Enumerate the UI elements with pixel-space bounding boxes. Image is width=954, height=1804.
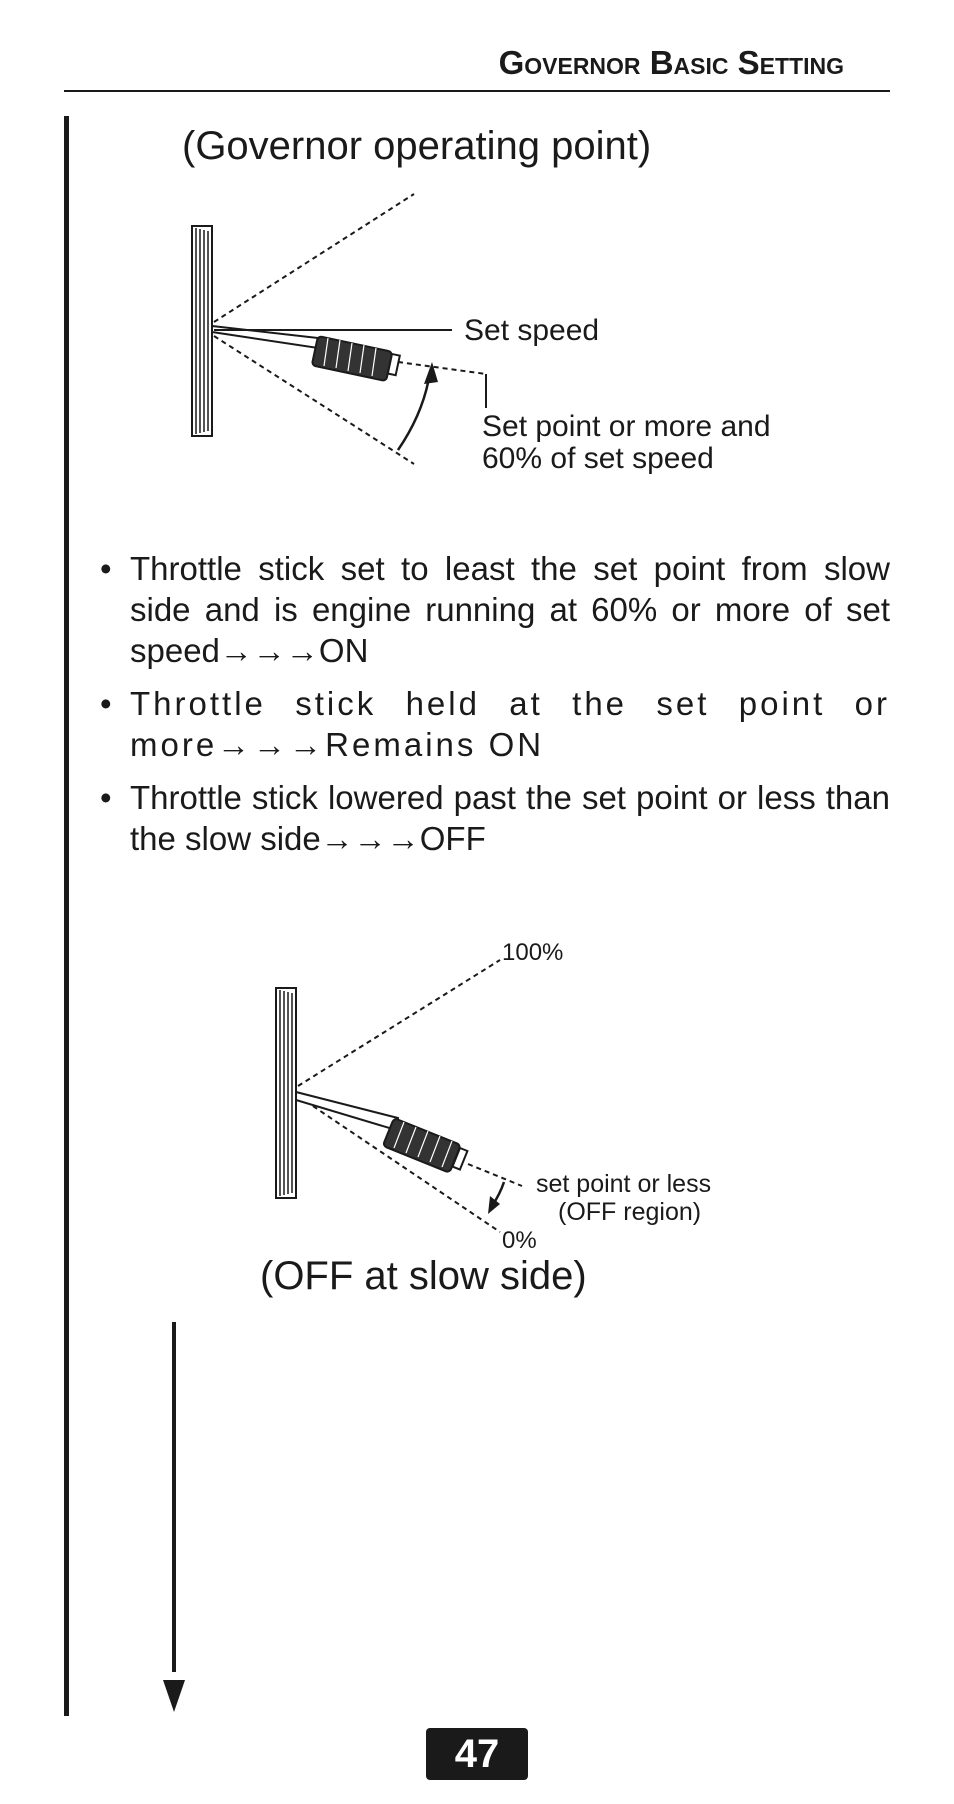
list-item: • Throttle stick lowered past the set point or less than the slow side→→→OFF: [100, 777, 890, 859]
label-off-region-line1: set point or less: [536, 1170, 712, 1198]
figure-top-caption: (Governor operating point): [182, 124, 652, 168]
throttle-stick-bottom: [296, 1092, 467, 1173]
list-item: • Throttle stick set to least the set point from slow side and is engine running at 60% or more of set speed→→→ON: [100, 548, 890, 671]
label-0-percent: 0%: [502, 1227, 537, 1254]
range-line-upper: [214, 194, 414, 322]
figure-governor-operating-point: [0, 180, 954, 500]
label-off-region-line2: (OFF region): [558, 1198, 702, 1226]
stick-panel-bottom: [276, 988, 296, 1198]
figure-off-at-slow-side: [0, 920, 954, 1260]
list-item: • Throttle stick held at the set point or more→→→Remains ON: [100, 683, 890, 765]
range-line-100: [298, 960, 500, 1086]
page-header-title: [499, 44, 844, 82]
label-100-percent: 100%: [502, 939, 564, 966]
page-number: 47: [454, 1732, 500, 1776]
condition-list: [100, 548, 890, 871]
figure-bottom-caption: (OFF at slow side): [260, 1254, 587, 1298]
page-number-badge: [426, 1728, 528, 1780]
continue-arrow-head-icon: [163, 1680, 185, 1712]
continue-arrow-shaft: [172, 1322, 176, 1672]
label-set-speed: Set speed: [464, 314, 600, 347]
stick-panel-top: [192, 226, 212, 436]
label-set-point-line1: Set point or more and: [482, 410, 771, 443]
curved-arrow-bottom-head: [488, 1196, 500, 1214]
set-point-line: [398, 362, 486, 374]
set-point-line-bottom: [468, 1164, 522, 1186]
header-rule: [64, 90, 890, 92]
label-set-point-line2: 60% of set speed: [482, 442, 714, 475]
header-title-text: Governor Basic Setting: [498, 44, 844, 81]
